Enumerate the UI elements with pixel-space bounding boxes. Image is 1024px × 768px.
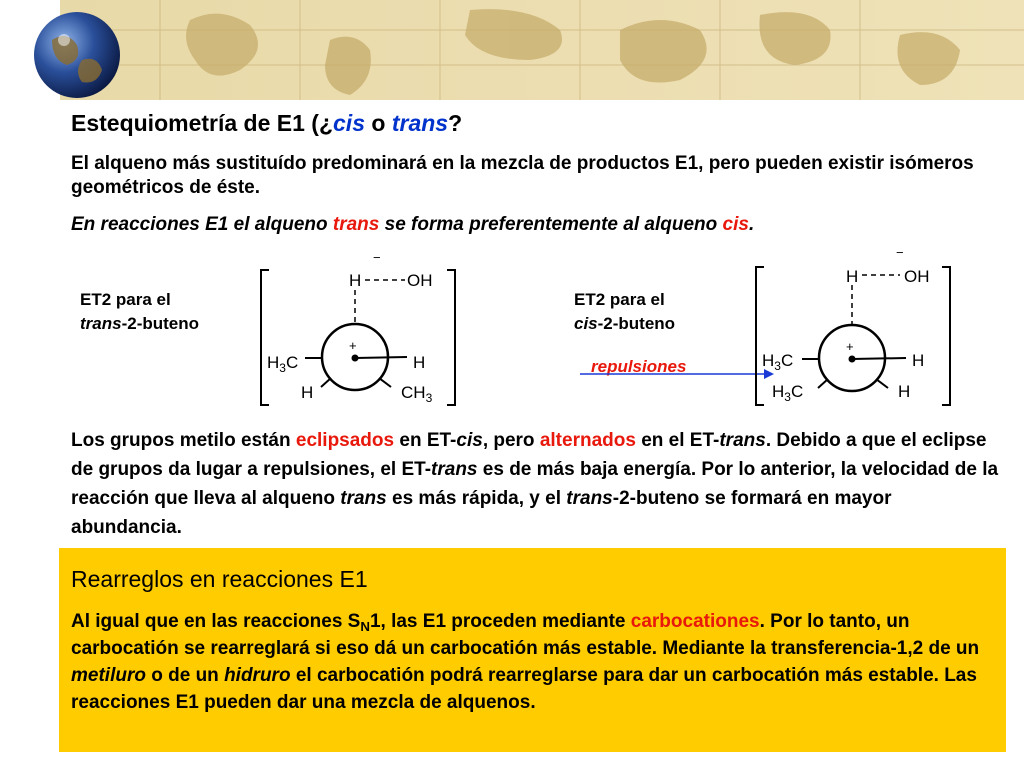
h-bottom-right: H xyxy=(898,382,911,401)
newman-cis-diagram xyxy=(750,245,960,410)
box-title: Rearreglos en reacciones E1 xyxy=(71,566,368,592)
h-top: H xyxy=(349,271,362,290)
explanation-paragraph: Los grupos metilo están eclipsados en ET-cis, pero alternados en el ET-trans. Debido a que el eclipse de grupos da lugar a repulsiones, el ET-trans es de más baja energía. Por lo anterior, la velocidad de la reacción que lleva al alqueno trans es más rápida, y el trans-2-buteno se formará en mayor abundancia. xyxy=(71,430,999,538)
newman-trans-diagram xyxy=(255,250,465,410)
ch3-bottom: $CH_3$ xyxy=(401,383,433,405)
plus-sign: + xyxy=(846,339,854,354)
oh-group: OH xyxy=(407,271,433,290)
repulsiones-label: repulsiones xyxy=(591,357,687,376)
world-map-banner xyxy=(0,0,1024,100)
box-text: Al igual que en las reacciones $S_N1$, las E1 proceden mediante carbocationes. Por lo tanto, un carbocatión se rearreglará si eso dá un carbocatión más estable. Mediante la transferencia-1,2 de un metiluro o de un hidruro el carbocatión podrá rearreglarse para dar un carbocatión más estable. Las reacciones E1 pueden dar una mezcla de alquenos. xyxy=(71,611,980,713)
italic-statement: En reacciones E1 el alqueno trans se forma preferentemente al alqueno cis. xyxy=(71,214,755,235)
globe-icon xyxy=(32,10,122,100)
header-banner xyxy=(0,0,1024,100)
ts-trans-label: ET2 para el trans-2-buteno xyxy=(80,290,200,333)
ts-cis-label: ET2 para el cis-2-buteno xyxy=(574,290,676,333)
intro-text: El alqueno más sustituído predominará en la mezcla de productos E1, pero pueden existir isómeros geométricos de éste. xyxy=(71,153,974,198)
minus-sign: − xyxy=(373,250,381,265)
h-bottom: H xyxy=(301,383,314,402)
h3c-left: $H_3C$ xyxy=(267,353,299,375)
oh-group: OH xyxy=(904,267,930,286)
h-right: H xyxy=(912,351,925,370)
h-right: H xyxy=(413,353,426,372)
plus-sign: + xyxy=(349,338,357,353)
h3c-bottom: $H_3C$ xyxy=(772,382,804,404)
minus-sign: − xyxy=(896,245,904,260)
h-top: H xyxy=(846,267,859,286)
page-title: Estequiometría de E1 (¿cis o trans? xyxy=(71,110,463,136)
h3c-left: $H_3C$ xyxy=(762,351,794,373)
